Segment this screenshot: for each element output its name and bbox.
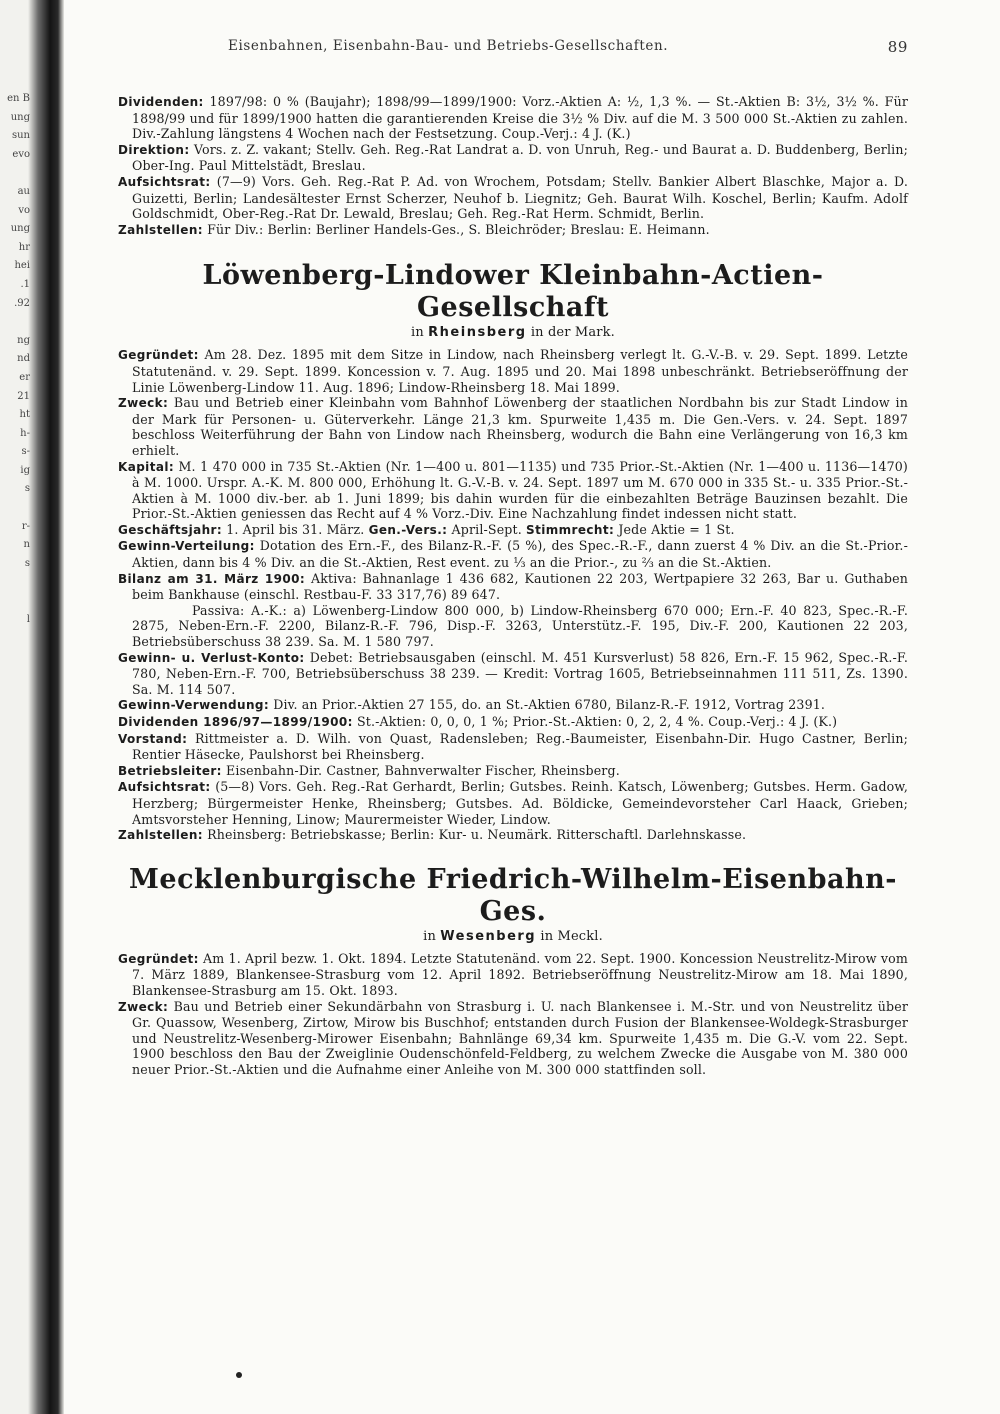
page-content [118, 94, 908, 1078]
ink-dot [236, 1372, 242, 1378]
facing-page-fragment: .92 [14, 297, 30, 309]
facing-page-fragment: .1 [20, 278, 30, 290]
facing-page-fragment [0, 164, 30, 183]
facing-page-fragment: er [19, 371, 30, 383]
facing-page-fragment: evo [12, 148, 30, 160]
entry-direktion: Direktion: Vors. z. Z. vakant; Stellv. Geh. Reg.-Rat Landrat a. D. von Unruh, Reg.- und Baurat a. D. Buddenberg, Berlin; Ober-Ing. Paul Mittelstädt, Breslau. [118, 141, 908, 174]
company-section-loewenberg-lindow [118, 260, 908, 843]
facing-page-fragments [0, 90, 30, 648]
facing-page-fragment: en B [7, 93, 30, 104]
facing-page-fragment [0, 573, 30, 592]
entry-zweck: Zweck: Bau und Betrieb einer Kleinbahn vom Bahnhof Löwenberg der staatlichen Nordbahn bis zur Stadt Lindow in der Mark für Personen- u. Güterverkehr. Länge 21,3 km. Spurweite 1,435 m. Die Gen.-Vers. v. 24. Sept. 1897 beschloss Weiterführung der Bahn von Lindow nach Rheinsberg, wodurch die Bahn eine Verlängerung von 16,3 km erhielt. [118, 395, 908, 458]
facing-page-fragment: hr [18, 241, 30, 253]
entry-aufsichtsrat: Aufsichtsrat: (5—8) Vors. Geh. Reg.-Rat Gerhardt, Berlin; Gutsbes. Reinh. Katsch, Löwenberg; Gutsbes. Herm. Gadow, Herzberg; Bürgermeister Henke, Rheinsberg; Gutsbes. Ad. Böldicke, Gemeindevorsteher Carl Haack, Grieben; Amtsvorsteher Henning, Linow; Maurermeister Wieder, Lindow. [118, 779, 908, 827]
facing-page-fragment: s [24, 557, 30, 569]
facing-page-fragment: ung [10, 223, 30, 235]
running-title: Eisenbahnen, Eisenbahn-Bau- und Betriebs-Gesellschaften. [228, 38, 669, 54]
bilanz-passiva: Passiva: A.-K.: a) Löwenberg-Lindow 800 000, b) Lindow-Rheinsberg 670 000; Ern.-F. 40 823, Spec.-R.-F. 2875, Neben-Ern.-F. 2200, Bilanz-R.-F. 796, Disp.-F. 3263, Unterstütz.-F. 195, Div.-F. 200, Kautionen 22 203, Betriebsüberschuss 38 239. Sa. M. 1 580 797. [132, 602, 908, 650]
entry-gegruendet: Gegründet: Am 28. Dez. 1895 mit dem Sitze in Lindow, nach Rheinsberg verlegt lt. G.-V.-B. v. 29. Sept. 1899. Letzte Statutenänd. v. 29. Sept. 1899. Koncession v. 7. Aug. 1895 und 20. Mai 1898 unbeschränkt. Betriebseröffnung der Linie Löwenberg-Lindow 11. Aug. 1896; Lindow-Rheinsberg 18. Mai 1899. [118, 347, 908, 395]
entry-bilanz: Bilanz am 31. März 1900: Aktiva: Bahnanlage 1 436 682, Kautionen 22 203, Wertpapiere 32 263, Bar u. Guthaben beim Bankhause (einschl. Restbau-F. 33 317,76) 89 647. Passiva: A.-K.: a) Löwenberg-Lindow 800 000, b) Lindow-Rheinsberg 670 000; Ern.-F. 40 823, Spec.-R.-F. 2875, Neben-Ern.-F. 2200, Bilanz-R.-F. 796, Disp.-F. 3263, Unterstütz.-F. 195, Div.-F. 200, Kautionen 22 203, Betriebsüberschuss 38 239. Sa. M. 1 580 797. [118, 570, 908, 650]
entry-vorstand: Vorstand: Rittmeister a. D. Wilh. von Quast, Radensleben; Reg.-Baumeister, Eisenbahn-Dir. Hugo Castner, Berlin; Rentier Häsecke, Paulshorst bei Rheinsberg. [118, 730, 908, 763]
entry-gewinn-verlust-konto: Gewinn- u. Verlust-Konto: Debet: Betriebsausgaben (einschl. M. 451 Kursverlust) 58 826, Ern.-F. 15 962, Spec.-R.-F. 780, Neben-Ern.-F. 700, Betriebsüberschuss 38 239. — Kredit: Vortrag 1605, Betriebseinnahmen 111 511, Zs. 1390. Sa. M. 114 507. [118, 649, 908, 697]
entry-zahlstellen: Zahlstellen: Rheinsberg: Betriebskasse; Berlin: Kur- u. Neumärk. Ritterschaftl. Darlehnskasse. [118, 827, 747, 843]
facing-page-fragment: h- [20, 427, 30, 439]
facing-page-fragment: l [26, 613, 30, 625]
facing-page-fragment: ht [19, 409, 30, 421]
entry-kapital: Kapital: M. 1 470 000 in 735 St.-Aktien (Nr. 1—400 u. 801—1135) und 735 Prior.-St.-Aktien (Nr. 1—400 u. 1136—1470) à M. 1000. Urspr. A.-K. M. 800 000, Erhöhung lt. G.-V.-B. v. 24. Sept. 1897 um M. 670 000 in 335 St.- u. 335 Prior.-St.-Aktien à M. 1000 div.-ber. ab 1. Juni 1899; bis dahin wurden für die einbezahlten Beträge Bauzinsen bezahlt. Die Prior.-St.-Aktien geniessen das Recht auf 4 % Vorz.-Div. Eine Nachzahlung findet indessen nicht statt. [118, 458, 908, 522]
entry-dividenden: Dividenden 1896/97—1899/1900: St.-Aktien: 0, 0, 0, 1 %; Prior.-St.-Aktien: 0, 2, 2, 4 %. Coup.-Verj.: 4 J. (K.) [118, 714, 838, 729]
entry-aufsichtsrat: Aufsichtsrat: (7—9) Vors. Geh. Reg.-Rat P. Ad. von Wrochem, Potsdam; Stellv. Bankier Albert Blaschke, Major a. D. Guizetti, Berlin; Landesältester Ernst Scherzer, Neuhof b. Liegnitz; Geh. Baurat Wilh. Koschel, Berlin; Kaufm. Adolf Goldschmidt, Ober-Reg.-Rat Dr. Lewald, Breslau; Geh. Reg.-Rat Herm. Schmidt, Berlin. [118, 173, 908, 222]
company-location: in Rheinsberg in der Mark. [411, 325, 615, 341]
facing-page-fragment: sun [11, 130, 30, 142]
page-header [118, 38, 908, 60]
page-number: 89 [887, 38, 908, 56]
facing-page-fragment: hei [14, 260, 30, 272]
facing-page-fragment: r- [21, 520, 30, 532]
entry-dividenden: Dividenden: 1897/98: 0 % (Baujahr); 1898/99—1899/1900: Vorz.-Aktien A: ½, 1,3 %. — St.-Aktien B: 3½, 3½ %. Für 1898/99 und für 1899/1900 hatten die garantierenden Kreise die 3½ % Div. auf die M. 3 500 000 St.-Aktien zu zahlen. Div.-Zahlung längstens 4 Wochen nach der Festsetzung. Coup.-Verj.: 4 J. (K.) [118, 94, 908, 142]
facing-page-fragment: s [24, 483, 30, 495]
entry-gewinn-verwendung: Gewinn-Verwendung: Div. an Prior.-Aktien 27 155, do. an St.-Aktien 6780, Bilanz-R.-F. 1912, Vortrag 2391. [118, 697, 826, 713]
entry-gegruendet: Gegründet: Am 1. April bezw. 1. Okt. 1894. Letzte Statutenänd. vom 22. Sept. 1900. Koncession Neustrelitz-Mirow vom 7. März 1889, Blankensee-Strasburg vom 12. April 1892. Betriebseröffnung Neustrelitz-Mirow am 18. Mai 1890, Blankensee-Strasburg am 15. Okt. 1893. [118, 950, 908, 998]
facing-page-fragment: ung [10, 111, 30, 123]
entry-zweck: Zweck: Bau und Betrieb einer Sekundärbahn von Strasburg i. U. nach Blankensee i. M.-Str. und von Neustrelitz über Gr. Quassow, Wesenberg, Zirtow, Mirow bis Buschhof; entstanden durch Fusion der Blankensee-Woldegk-Strasburger und Neustrelitz-Wesenberg-Mirower Eisenbahn; Bahnlänge 69,34 km. Spurweite 1,435 m. Die G.-V. vom 22. Sept. 1900 beschloss den Bau der Zweiglinie Oudenschönfeld-Feldberg, zu welchem Zwecke die Ausgabe von M. 380 000 neuer Prior.-St.-Aktien und die Aufnahme einer Anleihe von M. 300 000 stattfinden soll. [118, 998, 908, 1077]
facing-page-fragment: n [23, 539, 30, 551]
facing-page-fragment: 21 [17, 390, 30, 402]
previous-company-section [118, 94, 908, 238]
facing-page-fragment: ng [17, 334, 30, 346]
facing-page-fragment: ig [20, 464, 30, 476]
company-title: Mecklenburgische Friedrich-Wilhelm-Eisenbahn-Ges. [129, 863, 897, 927]
facing-page-fragment: nd [17, 353, 30, 365]
entry-betriebsleiter: Betriebsleiter: Eisenbahn-Dir. Castner, Bahnverwalter Fischer, Rheinsberg. [118, 762, 620, 778]
facing-page-fragment: s- [21, 446, 30, 458]
facing-page-fragment [0, 499, 30, 518]
company-location: in Wesenberg in Meckl. [423, 928, 603, 944]
facing-page-fragment [0, 313, 30, 332]
entry-gewinn-verteilung: Gewinn-Verteilung: Dotation des Ern.-F., des Bilanz-R.-F. (5 %), des Spec.-R.-F., dann zuerst 4 % Div. an die St.-Prior.-Aktien, dann bis 4 % Div. an die St.-Aktien, Rest event. zu ⅓ an die Prior.-, zu ⅔ an die St.-Aktien. [118, 538, 908, 571]
facing-page-fragment: vo [18, 204, 30, 216]
entry-zahlstellen: Zahlstellen: Für Div.: Berlin: Berliner Handels-Ges., S. Bleichröder; Breslau: E. Heimann. [118, 221, 710, 237]
company-section-mecklenburgische [118, 864, 908, 1078]
facing-page-fragment: au [17, 185, 30, 197]
facing-page-fragment [0, 629, 30, 648]
entry-geschaeftsjahr: Geschäftsjahr: 1. April bis 31. März. Gen.-Vers.: April-Sept. Stimmrecht: Jede Aktie = 1 St. [118, 521, 735, 537]
company-title: Löwenberg-Lindower Kleinbahn-Actien-Gesellschaft [202, 260, 824, 324]
facing-page-fragment [0, 592, 30, 611]
